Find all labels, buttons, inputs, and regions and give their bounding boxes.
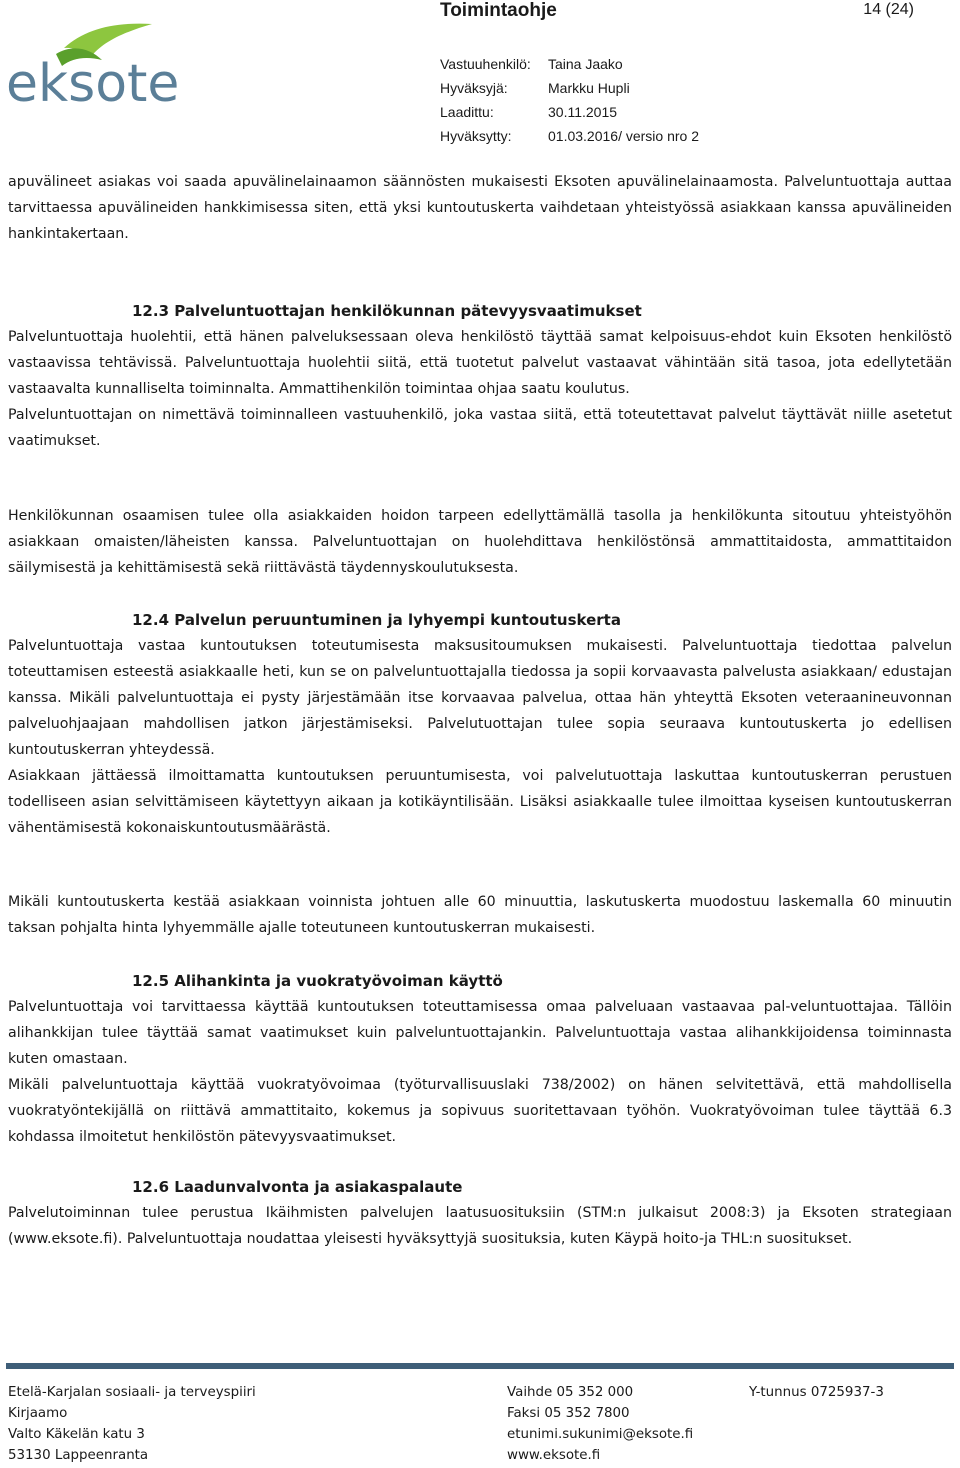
- section-body: [8, 889, 952, 941]
- footer-line: www.eksote.fi: [507, 1448, 601, 1463]
- meta-value: 30.11.2015: [548, 104, 618, 120]
- footer-line: Y-tunnus 0725937-3: [749, 1385, 884, 1400]
- meta-row: [440, 76, 699, 100]
- section-heading: 12.4 Palvelun peruuntuminen ja lyhyempi kuntoutuskerta: [132, 611, 621, 629]
- intro-paragraph: [8, 169, 952, 247]
- document-title: Toimintaohje: [440, 0, 557, 21]
- footer-divider: [6, 1363, 954, 1369]
- meta-value: Taina Jaako: [548, 56, 623, 72]
- meta-row: [440, 124, 699, 148]
- meta-key: Laadittu:: [440, 104, 494, 120]
- footer-contact: [507, 1382, 693, 1466]
- footer-line: Kirjaamo: [8, 1406, 68, 1421]
- footer-line: Valto Käkelän katu 3: [8, 1427, 145, 1442]
- paragraph: Palvelutoiminnan tulee perustua Ikäihmisten palvelujen laatusuosituksiin (STM:n julkaisut 2008:3) ja Eksoten strategiaan (www.eksote.fi). Palveluntuottaja noudattaa yleisesti hyväksyttyjä suosituksia, kuten Käypä hoito-ja THL:n suositukset.: [8, 1205, 952, 1247]
- meta-row: [440, 52, 699, 76]
- paragraph: Palveluntuottaja huolehtii, että hänen palveluksessaan oleva henkilöstö täyttää samat kelpoisuus-ehdot kuin Eksoten henkilöstö vastaavissa tehtävissä. Palveluntuottaja huolehtii siitä, että tuotetut palvelut vastaavat vähintään sitä tasoa, jota edellytetään vastaavalta kunnalliselta toiminnalta. Ammattihenkilön toimintaa ohjaa saatu koulutus.: [8, 329, 952, 397]
- paragraph: Henkilökunnan osaamisen tulee olla asiakkaiden hoidon tarpeen edellyttämällä tasolla ja henkilökunta sitoutuu yhteistyöhön asiakkaan omaisten/läheisten kanssa. Palveluntuottajan on huolehdittava henkilöstönsä ammattitaidosta, ammattitaidon säilymisestä ja kehittämisestä sekä riittävästä täydennyskoulutuksesta.: [8, 508, 952, 576]
- meta-row: [440, 100, 699, 124]
- paragraph: Mikäli palveluntuottaja käyttää vuokratyövoimaa (työturvallisuuslaki 738/2002) on hänen selvitettävä, että mahdollisella vuokratyöntekijällä on riittävä ammattitaito, kokemus ja sopivuus suoritettavaan työhön. Vuokratyövoiman tulee täyttää 6.3 kohdassa ilmoitetut henkilöstön pätevyysvaatimukset.: [8, 1077, 952, 1145]
- section-body: [8, 324, 952, 454]
- meta-value: Markku Hupli: [548, 80, 630, 96]
- meta-key: Vastuuhenkilö:: [440, 56, 531, 72]
- section-body: [8, 994, 952, 1150]
- meta-key: Hyväksytty:: [440, 128, 512, 144]
- section-body: [8, 1200, 952, 1252]
- paragraph: Asiakkaan jättäessä ilmoittamatta kuntoutuksen peruuntumisesta, voi palvelutuottaja laskuttaa kuntoutuskerran perustuen todelliseen asian selvittämiseen käytettyyn aikaan ja kotikäyntilisään. Lisäksi asiakkaalle tulee ilmoittaa kyseisen kuntoutuskerran vähentämisestä kokonaiskuntoutusmäärästä.: [8, 768, 952, 836]
- paragraph: apuvälineet asiakas voi saada apuvälinelainaamon säännösten mukaisesti Eksoten apuvälinelainaamosta. Palveluntuottaja auttaa tarvittaessa apuvälineiden hankkimisessa siten, että yksi kuntoutuskerta vaihdetaan yhteistyössä asiakkaan kanssa apuvälineiden hankintakertaan.: [8, 174, 952, 242]
- meta-value: 01.03.2016/ versio nro 2: [548, 128, 699, 144]
- paragraph: Mikäli kuntoutuskerta kestää asiakkaan voinnista johtuen alle 60 minuuttia, laskutuskerta muodostuu laskemalla 60 minuutin taksan pohjalta hinta lyhyemmälle ajalle toteutuneen kuntoutuskerran mukaisesti.: [8, 894, 952, 936]
- logo-text: eksote: [6, 54, 180, 114]
- footer-line: Etelä-Karjalan sosiaali- ja terveyspiiri: [8, 1385, 256, 1400]
- footer-line: Faksi 05 352 7800: [507, 1406, 630, 1421]
- footer-line: etunimi.sukunimi@eksote.fi: [507, 1427, 694, 1442]
- footer-address: [8, 1382, 256, 1466]
- paragraph: Palveluntuottajan on nimettävä toiminnalleen vastuuhenkilö, joka vastaa siitä, että toteutettavat palvelut täyttävät niille asetetut vaatimukset.: [8, 407, 952, 449]
- section-heading: 12.5 Alihankinta ja vuokratyövoiman käyttö: [132, 972, 503, 990]
- section-heading: 12.6 Laadunvalvonta ja asiakaspalaute: [132, 1178, 463, 1196]
- paragraph: Palveluntuottaja voi tarvittaessa käyttää kuntoutuksen toteuttamisessa omaa palveluaan vastaavaa pal-veluntuottajaa. Tällöin alihankkijan tulee täyttää samat vaatimukset kuin palveluntuottajankin. Palveluntuottaja vastaa alihankkijoidensa toiminnasta kuten omastaan.: [8, 999, 952, 1067]
- footer-line: Vaihde 05 352 000: [507, 1385, 634, 1400]
- section-heading: 12.3 Palveluntuottajan henkilökunnan pätevyysvaatimukset: [132, 302, 642, 320]
- section-body: [8, 503, 952, 581]
- footer-line: 53130 Lappeenranta: [8, 1448, 149, 1463]
- footer-business-id: [749, 1382, 884, 1403]
- paragraph: Palveluntuottaja vastaa kuntoutuksen toteutumisesta maksusitoumuksen mukaisesti. Palveluntuottaja tiedottaa palvelun toteuttamisen esteestä asiakkaalle heti, kun se on palveluntuottajalla tiedossa ja sopii korvaavasta palvelusta asiakkaan/ edustajan kanssa. Mikäli palveluntuottaja ei pysty järjestämään itse korvaavaa palvelua, ottaa hän yhteyttä Eksoten veteraanineuvonnan palveluohjaajaan mahdollisen jatkon järjestämiseksi. Palvelutuottajan tulee sopia seuraava kuntoutuskerta jo edellisen kuntoutuskerran yhteydessä.: [8, 638, 952, 758]
- page-number: 14 (24): [863, 1, 914, 18]
- meta-key: Hyväksyjä:: [440, 80, 508, 96]
- section-body: [8, 633, 952, 841]
- document-metadata: [440, 52, 699, 148]
